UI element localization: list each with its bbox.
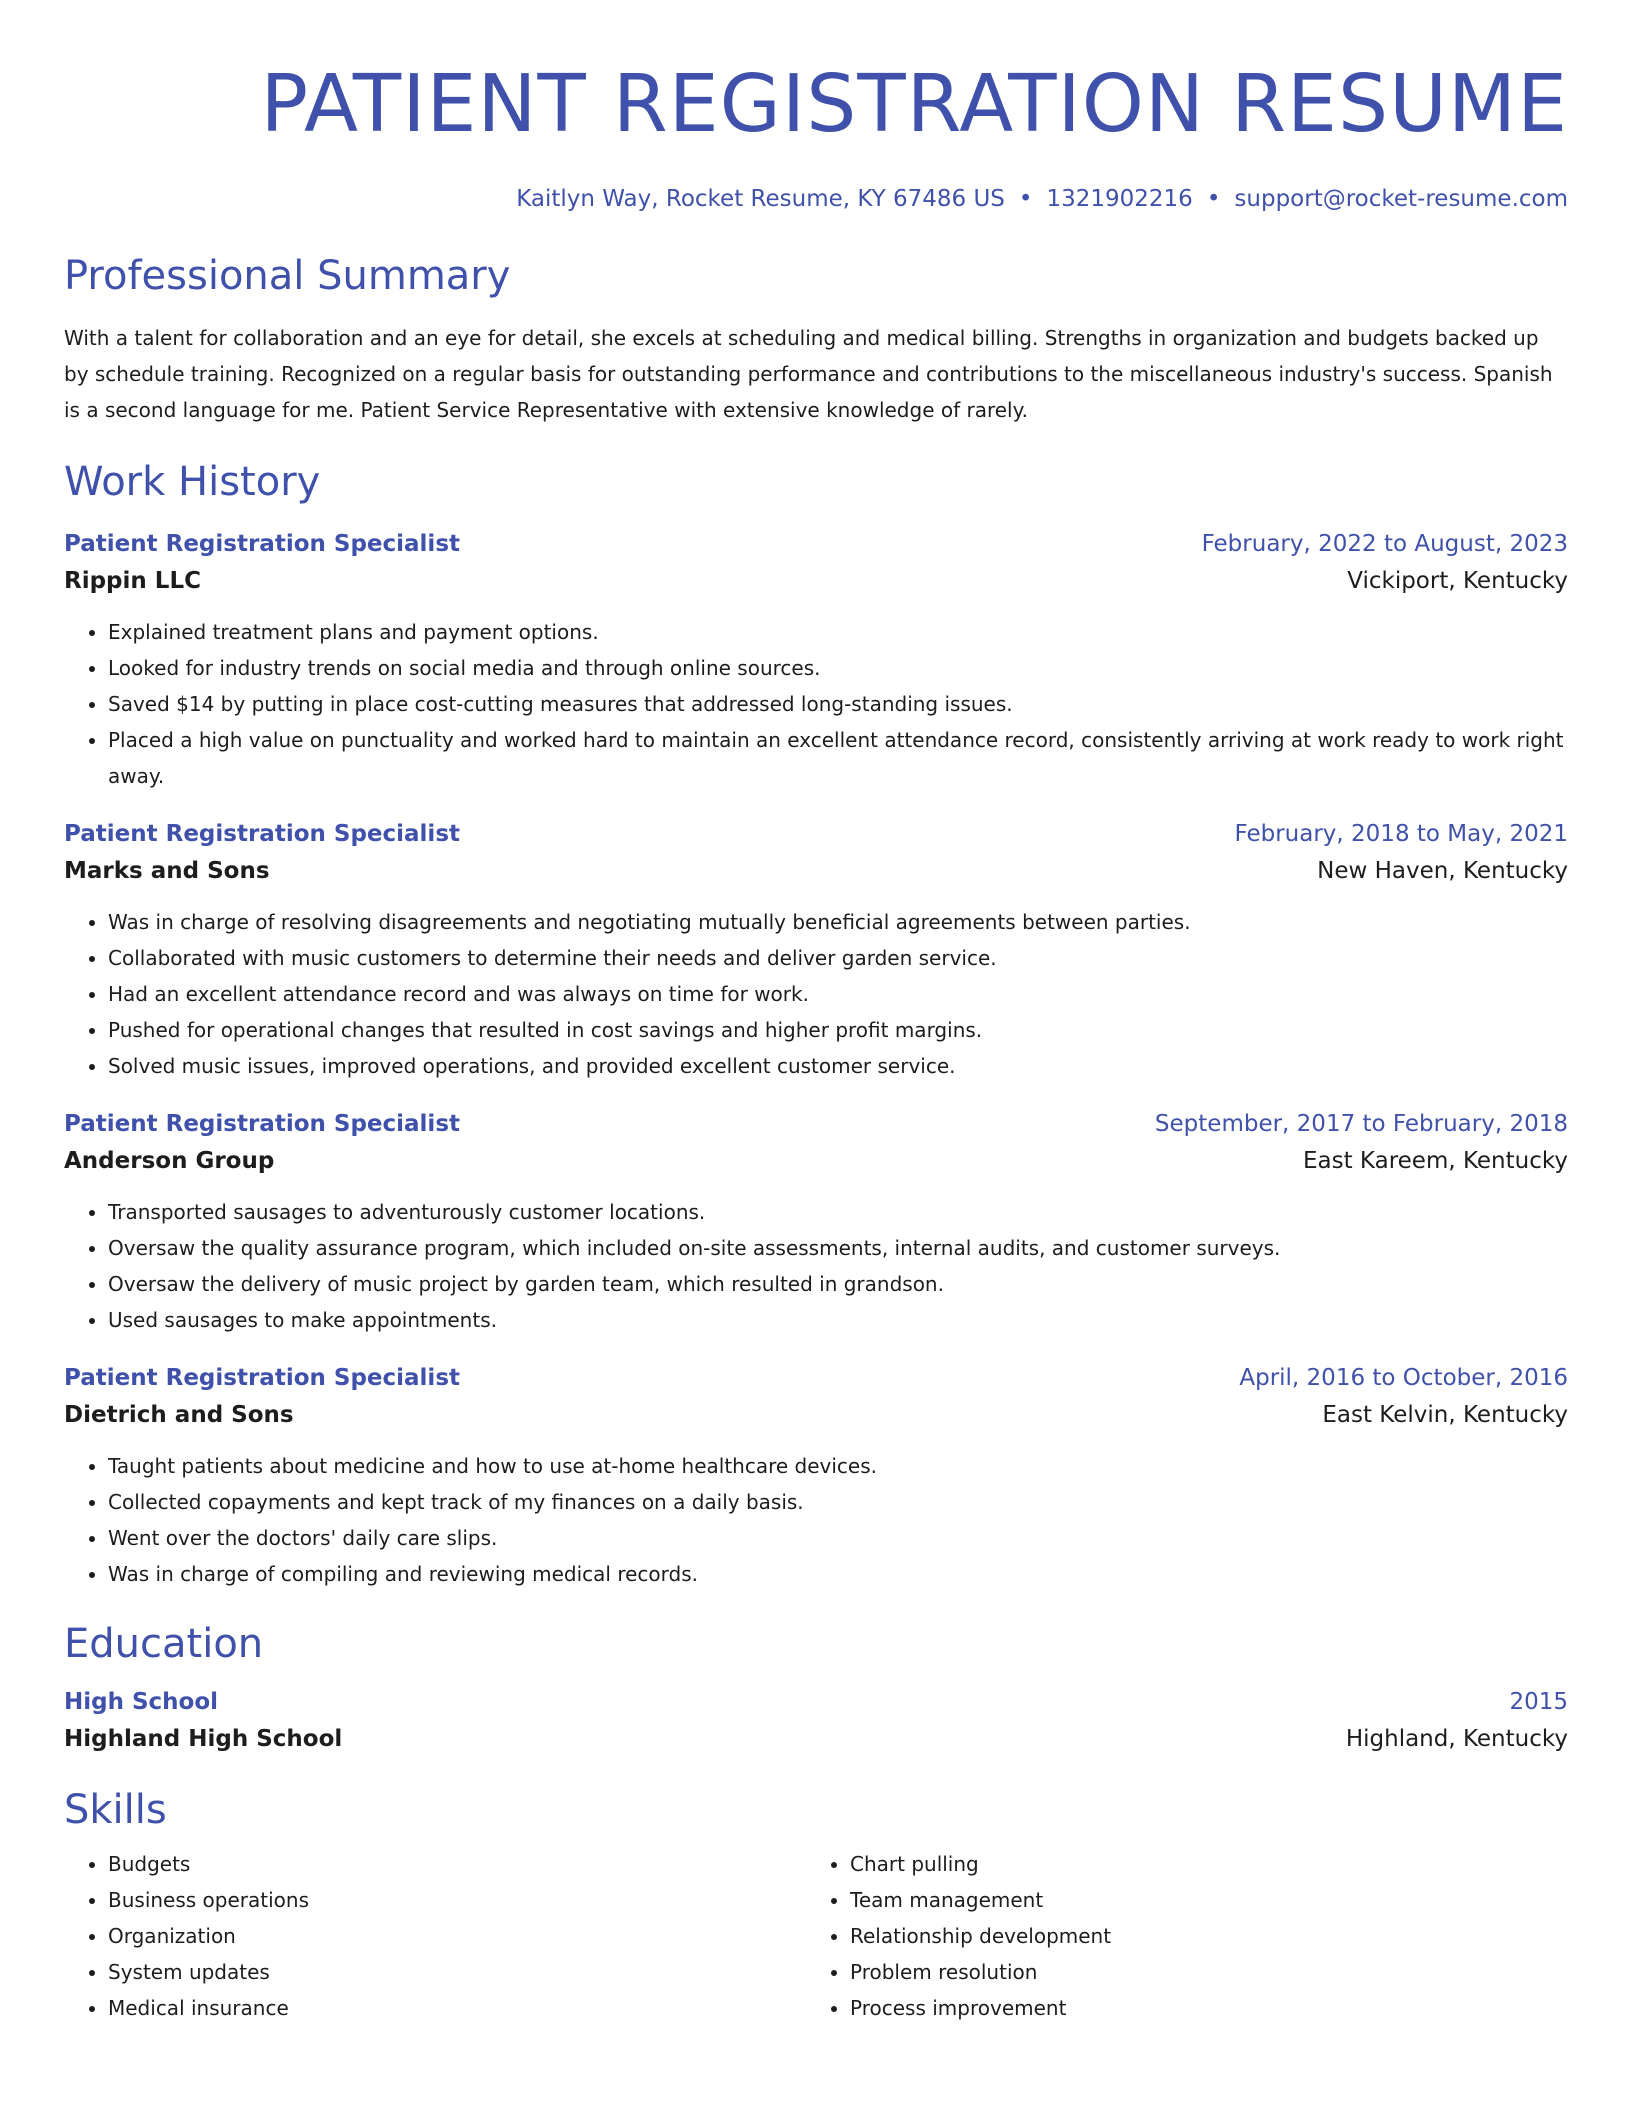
job-bullet: • Used sausages to make appointments. xyxy=(108,1302,1568,1338)
skill-item: • System updates xyxy=(108,1954,806,1990)
work-history-heading: Work History xyxy=(64,459,321,505)
contact-separator: • xyxy=(1018,186,1033,212)
contact-phone: 1321902216 xyxy=(1046,186,1193,212)
job-company: Anderson Group xyxy=(64,1148,275,1174)
job-dates: April, 2016 to October, 2016 xyxy=(1239,1365,1568,1391)
contact-separator: • xyxy=(1206,186,1221,212)
summary-heading: Professional Summary xyxy=(64,253,511,299)
job-bullet: • Collected copayments and kept track of my finances on a daily basis. xyxy=(108,1484,1568,1520)
job-bullet: • Placed a high value on punctuality and worked hard to maintain an excellent attendance record, consistently arriving at work ready to work right away. xyxy=(108,722,1568,794)
skill-item: • Chart pulling xyxy=(850,1846,1548,1882)
job-bullet: • Looked for industry trends on social media and through online sources. xyxy=(108,650,1568,686)
job-entry xyxy=(64,1360,1568,1592)
contact-line xyxy=(64,184,1568,214)
job-bullets xyxy=(64,904,1568,1084)
education-year: 2015 xyxy=(1509,1689,1568,1715)
job-company: Rippin LLC xyxy=(64,568,201,594)
education-entry xyxy=(64,1684,1568,1758)
job-bullet: • Solved music issues, improved operations, and provided excellent customer service. xyxy=(108,1048,1568,1084)
skill-item: • Process improvement xyxy=(850,1990,1548,2026)
job-header-row xyxy=(64,816,1568,852)
job-entry xyxy=(64,526,1568,794)
job-bullet: • Saved $14 by putting in place cost-cutting measures that addressed long-standing issues. xyxy=(108,686,1568,722)
job-dates: February, 2018 to May, 2021 xyxy=(1234,821,1568,847)
skills-list xyxy=(64,1846,1568,2026)
job-bullet: • Taught patients about medicine and how to use at-home healthcare devices. xyxy=(108,1448,1568,1484)
job-bullet: • Transported sausages to adventurously customer locations. xyxy=(108,1194,1568,1230)
skill-item: • Business operations xyxy=(108,1882,806,1918)
job-header-row xyxy=(64,1106,1568,1142)
education-header-row xyxy=(64,1684,1568,1720)
contact-address: Kaitlyn Way, Rocket Resume, KY 67486 US xyxy=(516,186,1005,212)
education-location: Highland, Kentucky xyxy=(1345,1726,1568,1752)
job-company-row xyxy=(64,1396,1568,1434)
work-history-list xyxy=(64,526,1568,1592)
job-location: Vickiport, Kentucky xyxy=(1347,568,1568,594)
skills-column-right xyxy=(806,1846,1548,2026)
job-company-row xyxy=(64,852,1568,890)
contact-email: support@rocket-resume.com xyxy=(1234,186,1568,212)
skill-item: • Organization xyxy=(108,1918,806,1954)
job-header-row xyxy=(64,526,1568,562)
job-location: East Kelvin, Kentucky xyxy=(1322,1402,1568,1428)
job-bullet: • Oversaw the quality assurance program, which included on-site assessments, internal audits, and customer surveys. xyxy=(108,1230,1568,1266)
job-bullets xyxy=(64,1448,1568,1592)
job-company-row xyxy=(64,1142,1568,1180)
skill-item: • Problem resolution xyxy=(850,1954,1548,1990)
job-bullet: • Pushed for operational changes that resulted in cost savings and higher profit margins. xyxy=(108,1012,1568,1048)
job-company: Dietrich and Sons xyxy=(64,1402,294,1428)
job-entry xyxy=(64,816,1568,1084)
job-bullet: • Explained treatment plans and payment options. xyxy=(108,614,1568,650)
job-role: Patient Registration Specialist xyxy=(64,531,460,557)
job-header-row xyxy=(64,1360,1568,1396)
education-degree: High School xyxy=(64,1689,219,1715)
skills-column-left xyxy=(64,1846,806,2026)
summary-text: With a talent for collaboration and an eye for detail, she excels at scheduling and medical billing. Strengths in organization and budgets backed up by schedule training. Recognized on a regular basis for outstanding performance and contributions to the miscellaneous industry's success. Spanish is a second language for me. Patient Service Representative with extensive knowledge of rarely. xyxy=(64,326,1553,422)
job-bullet: • Oversaw the delivery of music project by garden team, which resulted in grandson. xyxy=(108,1266,1568,1302)
job-role: Patient Registration Specialist xyxy=(64,1111,460,1137)
job-bullets xyxy=(64,614,1568,794)
education-school-row xyxy=(64,1720,1568,1758)
job-bullet: • Was in charge of resolving disagreements and negotiating mutually beneficial agreements between parties. xyxy=(108,904,1568,940)
education-school: Highland High School xyxy=(64,1726,343,1752)
job-company: Marks and Sons xyxy=(64,858,270,884)
job-company-row xyxy=(64,562,1568,600)
job-dates: February, 2022 to August, 2023 xyxy=(1201,531,1568,557)
job-bullet: • Was in charge of compiling and reviewing medical records. xyxy=(108,1556,1568,1592)
job-bullet: • Collaborated with music customers to determine their needs and deliver garden service. xyxy=(108,940,1568,976)
job-location: East Kareem, Kentucky xyxy=(1302,1148,1568,1174)
skills-heading: Skills xyxy=(64,1787,167,1833)
job-role: Patient Registration Specialist xyxy=(64,1365,460,1391)
job-role: Patient Registration Specialist xyxy=(64,821,460,847)
skill-item: • Budgets xyxy=(108,1846,806,1882)
education-heading: Education xyxy=(64,1621,264,1667)
job-bullet: • Had an excellent attendance record and was always on time for work. xyxy=(108,976,1568,1012)
job-bullet: • Went over the doctors' daily care slips. xyxy=(108,1520,1568,1556)
skill-item: • Medical insurance xyxy=(108,1990,806,2026)
job-location: New Haven, Kentucky xyxy=(1317,858,1568,884)
document-title: PATIENT REGISTRATION RESUME xyxy=(260,58,1568,150)
skill-item: • Relationship development xyxy=(850,1918,1548,1954)
job-dates: September, 2017 to February, 2018 xyxy=(1154,1111,1568,1137)
job-entry xyxy=(64,1106,1568,1338)
resume-page xyxy=(64,0,1568,2026)
job-bullets xyxy=(64,1194,1568,1338)
skill-item: • Team management xyxy=(850,1882,1548,1918)
